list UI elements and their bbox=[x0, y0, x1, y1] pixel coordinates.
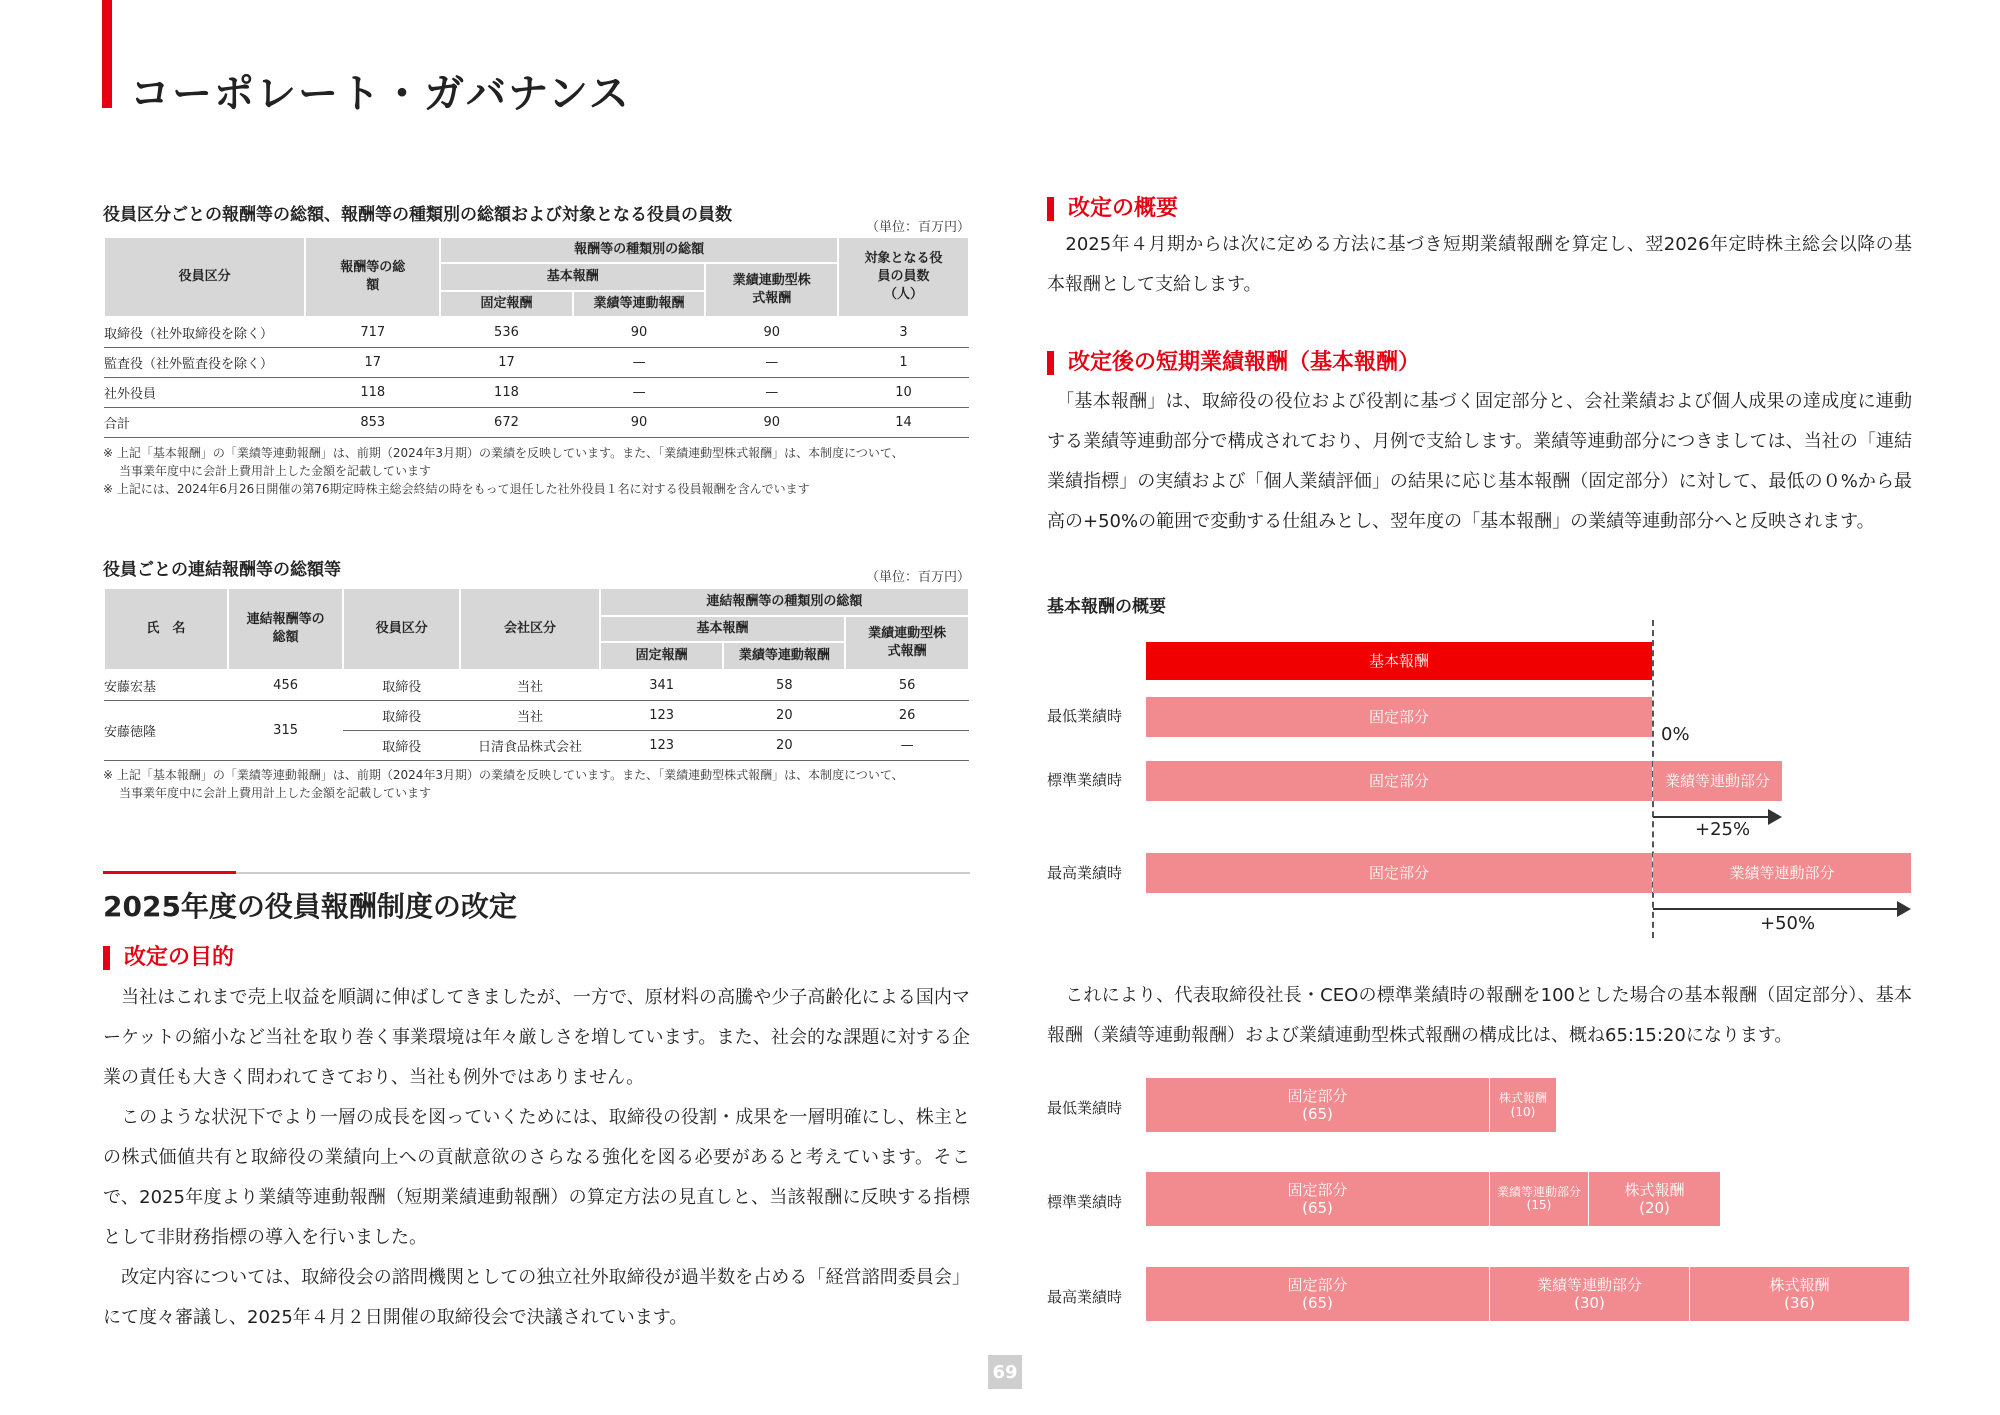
cell-fixed: 536 bbox=[440, 317, 573, 347]
cell-perf: — bbox=[573, 377, 706, 407]
cell-count: 10 bbox=[838, 377, 969, 407]
segment-value: (30) bbox=[1574, 1294, 1605, 1312]
cell-company: 当社 bbox=[460, 700, 600, 730]
th-kubun: 役員区分 bbox=[343, 588, 460, 670]
segment-fixed bbox=[1146, 1078, 1489, 1132]
cell-perf: — bbox=[573, 347, 706, 377]
cell-fixed: 17 bbox=[440, 347, 573, 377]
segment-value: (20) bbox=[1639, 1199, 1670, 1217]
cell-kubun: 取締役 bbox=[343, 670, 460, 700]
table-row bbox=[104, 347, 969, 377]
segment-performance bbox=[1490, 1267, 1689, 1321]
arrow-line bbox=[1653, 816, 1769, 818]
row-label: 標準業績時 bbox=[1047, 1193, 1123, 1211]
segment-name: 業績等連動部分 bbox=[1496, 1184, 1581, 1199]
cell-stock: — bbox=[845, 730, 969, 760]
paragraph: 改定内容については、取締役会の諮問機関としての独立社外取締役が過半数を占める「経営諮問委員会」にて度々審議し、2025年４月２日開催の取締役会で決議されています。 bbox=[103, 1267, 970, 1328]
th-company: 会社区分 bbox=[460, 588, 600, 670]
performance-part-bar: 業績等連動部分 bbox=[1653, 853, 1911, 893]
cell-fixed: 341 bbox=[600, 670, 724, 700]
table1 bbox=[103, 236, 970, 438]
th-fixed: 固定報酬 bbox=[600, 642, 724, 670]
segment-fixed bbox=[1146, 1267, 1489, 1321]
overview-heading: 改定の概要 bbox=[1047, 197, 1178, 221]
pct-label: +25% bbox=[1695, 819, 1751, 840]
cell-count: 3 bbox=[838, 317, 969, 347]
table1-title: 役員区分ごとの報酬等の総額、報酬等の種類別の総額および対象となる役員の員数 bbox=[103, 205, 732, 225]
cell-total: 456 bbox=[228, 670, 344, 700]
overview-text: 2025年４月期からは次に定める方法に基づき短期業績報酬を算定し、翌2026年定時株主総会以降の基本報酬として支給します。 bbox=[1047, 234, 1912, 295]
performance-part-bar: 業績等連動部分 bbox=[1653, 761, 1782, 801]
segment-stock bbox=[1490, 1078, 1556, 1132]
purpose-text bbox=[103, 978, 970, 1338]
note-line: ※ 上記には、2024年6月26日開催の第76期定時株主総会終結の時をもって退任した社外役員１名に対する役員報酬を含んでいます bbox=[103, 482, 810, 496]
note-line: ※ 上記「基本報酬」の「業績等連動報酬」は、前期（2024年3月期）の業績を反映しています。また、「業績連動型株式報酬」は、本制度について、 bbox=[103, 768, 904, 782]
arrow-right-icon bbox=[1768, 809, 1782, 825]
title-accent-bar bbox=[102, 0, 112, 108]
cell-total: 853 bbox=[305, 407, 440, 437]
note-line: 当事業年度中に会計上費用計上した金額を記載しています bbox=[119, 786, 432, 800]
cell-name: 安藤宏基 bbox=[104, 670, 228, 700]
cell-total: 118 bbox=[305, 377, 440, 407]
th-perf: 業績等連動報酬 bbox=[723, 642, 845, 670]
cell-stock: 90 bbox=[705, 407, 838, 437]
th-total: 報酬等の総額 bbox=[305, 237, 440, 317]
th-basic: 基本報酬 bbox=[600, 616, 845, 642]
short-term-heading: 改定後の短期業績報酬（基本報酬） bbox=[1047, 351, 1420, 375]
cell-company: 当社 bbox=[460, 670, 600, 700]
cell-kubun: 取締役（社外取締役を除く） bbox=[104, 317, 305, 347]
cell-total: 17 bbox=[305, 347, 440, 377]
segment-value: (65) bbox=[1302, 1105, 1333, 1123]
fixed-part-bar: 固定部分 bbox=[1146, 697, 1652, 737]
row-label: 最低業績時 bbox=[1047, 1099, 1123, 1117]
segment-fixed bbox=[1146, 1172, 1489, 1226]
paragraph: 当社はこれまで売上収益を順調に伸ばしてきましたが、一方で、原材料の高騰や少子高齢化による国内マーケットの縮小など当社を取り巻く事業環境は年々厳しさを増しています。また、社会的な課題に対する企業の責任も大きく問われてきており、当社も例外ではありません。 bbox=[103, 987, 970, 1088]
purpose-heading: 改定の目的 bbox=[103, 946, 234, 970]
segment-value: (65) bbox=[1302, 1199, 1333, 1217]
cell-perf: 90 bbox=[573, 407, 706, 437]
note-line: ※ 上記「基本報酬」の「業績等連動報酬」は、前期（2024年3月期）の業績を反映しています。また、「業績連動型株式報酬」は、本制度について、 bbox=[103, 446, 904, 460]
cell-perf: 20 bbox=[723, 730, 845, 760]
segment-name: 固定部分 bbox=[1287, 1276, 1348, 1294]
pct-label: 0% bbox=[1661, 724, 1690, 745]
note-line: 当事業年度中に会計上費用計上した金額を記載しています bbox=[119, 464, 432, 478]
segment-name: 固定部分 bbox=[1287, 1181, 1348, 1199]
th-total: 連結報酬等の総額 bbox=[228, 588, 344, 670]
th-name: 氏 名 bbox=[104, 588, 228, 670]
row-label: 標準業績時 bbox=[1047, 771, 1123, 789]
segment-name: 株式報酬 bbox=[1624, 1181, 1685, 1199]
segment-value: (15) bbox=[1526, 1198, 1552, 1212]
row-label: 最高業績時 bbox=[1047, 864, 1123, 882]
table-row bbox=[104, 377, 969, 407]
arrow-line bbox=[1653, 908, 1898, 910]
segment-performance bbox=[1490, 1172, 1588, 1226]
table-row bbox=[104, 317, 969, 347]
short-term-text: 「基本報酬」は、取締役の役位および役割に基づく固定部分と、会社業績および個人成果の達成度に連動する業績等連動部分で構成されており、月例で支給します。業績等連動部分につきましては、当社の「連結業績指標」の実績および「個人業績評価」の結果に応じ基本報酬（固定部分）に対して、最低の０%から最高の+50%の範囲で変動する仕組みとし、翌年度の「基本報酬」の業績等連動部分へと反映されます。 bbox=[1047, 391, 1912, 532]
cell-stock: 56 bbox=[845, 670, 969, 700]
cell-perf: 20 bbox=[723, 700, 845, 730]
segment-name: 固定部分 bbox=[1287, 1087, 1348, 1105]
th-perf: 業績等連動報酬 bbox=[573, 291, 706, 317]
th-count: 対象となる役員の員数（人） bbox=[838, 237, 969, 317]
cell-stock: 26 bbox=[845, 700, 969, 730]
table2-unit: （単位：百万円） bbox=[865, 570, 970, 585]
cell-kubun: 監査役（社外監査役を除く） bbox=[104, 347, 305, 377]
cell-count: 1 bbox=[838, 347, 969, 377]
row-label: 最低業績時 bbox=[1047, 707, 1123, 725]
table1-notes bbox=[103, 444, 970, 498]
segment-value: (10) bbox=[1510, 1105, 1536, 1119]
row-label: 最高業績時 bbox=[1047, 1288, 1123, 1306]
cell-count: 14 bbox=[838, 407, 969, 437]
table1-unit: （単位：百万円） bbox=[865, 220, 970, 235]
chart1-title: 基本報酬の概要 bbox=[1047, 597, 1166, 617]
cell-name: 安藤徳隆 bbox=[104, 700, 228, 760]
table2-title: 役員ごとの連結報酬等の総額等 bbox=[103, 560, 341, 580]
cell-kubun: 取締役 bbox=[343, 700, 460, 730]
cell-perf: 90 bbox=[573, 317, 706, 347]
segment-value: (65) bbox=[1302, 1294, 1333, 1312]
cell-fixed: 123 bbox=[600, 730, 724, 760]
th-stock: 業績連動型株式報酬 bbox=[845, 616, 969, 670]
cell-fixed: 123 bbox=[600, 700, 724, 730]
cell-kubun: 合計 bbox=[104, 407, 305, 437]
table-row bbox=[104, 670, 969, 700]
cell-perf: 58 bbox=[723, 670, 845, 700]
cell-total: 315 bbox=[228, 700, 344, 760]
table2-notes bbox=[103, 766, 970, 802]
page-number: 69 bbox=[988, 1355, 1022, 1389]
segment-name: 業績等連動部分 bbox=[1536, 1276, 1642, 1294]
cell-fixed: 672 bbox=[440, 407, 573, 437]
fixed-part-bar: 固定部分 bbox=[1146, 761, 1652, 801]
th-by-type: 報酬等の種類別の総額 bbox=[440, 237, 838, 263]
section-heading-2025: 2025年度の役員報酬制度の改定 bbox=[103, 890, 517, 923]
paragraph: このような状況下でより一層の成長を図っていくためには、取締役の役割・成果を一層明確にし、株主との株式価値共有と取締役の業績向上への貢献意欲のさらなる強化を図る必要があると考えています。そこで、2025年度より業績等連動報酬（短期業績連動報酬）の算定方法の見直しと、当該報酬に反映する指標として非財務指標の導入を行いました。 bbox=[103, 1107, 970, 1248]
pct-label: +50% bbox=[1760, 913, 1816, 934]
th-by-type: 連結報酬等の種類別の総額 bbox=[600, 588, 969, 616]
th-kubun: 役員区分 bbox=[104, 237, 305, 317]
section-divider-accent bbox=[103, 871, 236, 874]
table-row bbox=[104, 407, 969, 437]
arrow-right-icon bbox=[1897, 901, 1911, 917]
th-fixed: 固定報酬 bbox=[440, 291, 573, 317]
th-basic: 基本報酬 bbox=[440, 263, 705, 291]
th-stock: 業績連動型株式報酬 bbox=[705, 263, 838, 317]
segment-value: (36) bbox=[1784, 1294, 1815, 1312]
cell-stock: — bbox=[705, 347, 838, 377]
table-row bbox=[104, 700, 969, 730]
basic-pay-bar: 基本報酬 bbox=[1146, 642, 1652, 680]
cell-stock: — bbox=[705, 377, 838, 407]
cell-stock: 90 bbox=[705, 317, 838, 347]
segment-name: 株式報酬 bbox=[1769, 1276, 1830, 1294]
cell-kubun: 取締役 bbox=[343, 730, 460, 760]
page-title: コーポレート・ガバナンス bbox=[130, 71, 631, 117]
cell-kubun: 社外役員 bbox=[104, 377, 305, 407]
segment-stock bbox=[1589, 1172, 1720, 1226]
fixed-part-bar: 固定部分 bbox=[1146, 853, 1652, 893]
cell-company: 日清食品株式会社 bbox=[460, 730, 600, 760]
table2 bbox=[103, 587, 970, 761]
cell-total: 717 bbox=[305, 317, 440, 347]
segment-stock bbox=[1690, 1267, 1909, 1321]
segment-name: 株式報酬 bbox=[1498, 1090, 1547, 1105]
cell-fixed: 118 bbox=[440, 377, 573, 407]
ratio-text: これにより、代表取締役社長・CEOの標準業績時の報酬を100とした場合の基本報酬（固定部分）、基本報酬（業績等連動報酬）および業績連動型株式報酬の構成比は、概ね65:15:20になります。 bbox=[1047, 985, 1912, 1046]
